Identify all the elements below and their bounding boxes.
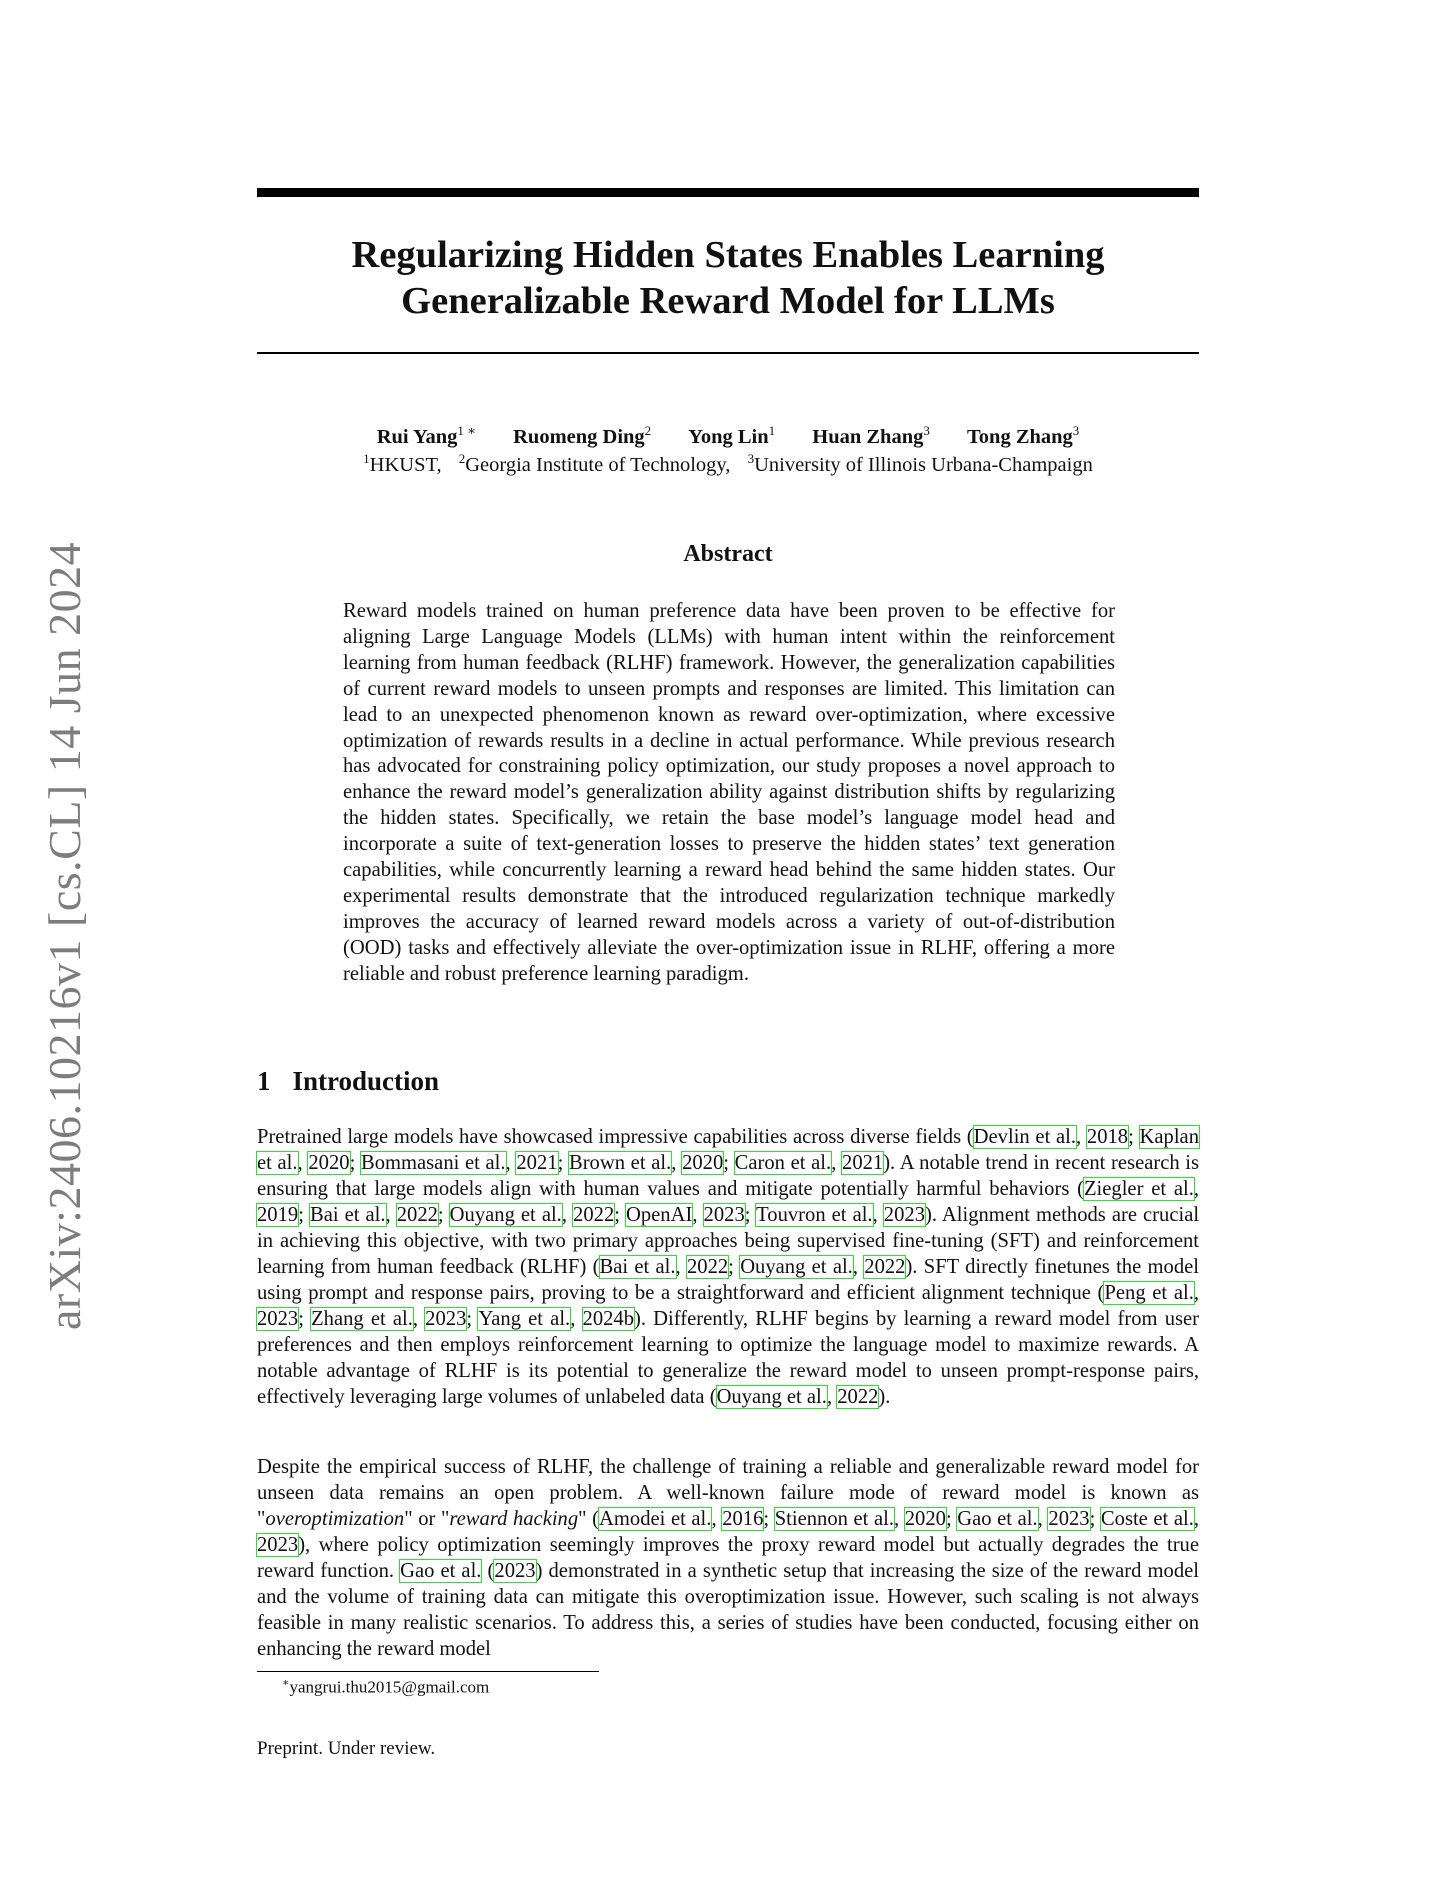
paragraph-text: , [561, 1204, 574, 1226]
citation-link[interactable]: Ziegler et al. [1083, 1178, 1194, 1200]
citation-link[interactable]: Caron et al. [734, 1152, 832, 1174]
citation-link[interactable]: 2022 [864, 1256, 906, 1278]
citation-link[interactable]: 2023 [257, 1308, 299, 1330]
paragraph-text: ; [728, 1256, 741, 1278]
paper-title [257, 232, 1199, 324]
paragraph-text: ( [481, 1560, 495, 1582]
paragraph-text: ; [744, 1204, 757, 1226]
paragraph-text: , [711, 1508, 723, 1530]
citation-link[interactable]: 2021 [842, 1152, 884, 1174]
paragraph-text: , [671, 1152, 683, 1174]
citation-link[interactable]: Peng et al. [1104, 1282, 1194, 1304]
title-line-1: Regularizing Hidden States Enables Learning [351, 234, 1105, 276]
citation-link[interactable]: 2023 [257, 1534, 299, 1556]
citation-link[interactable]: Gao et al. [957, 1508, 1038, 1530]
citation-link[interactable]: 2021 [516, 1152, 558, 1174]
paragraph-text: , [831, 1152, 843, 1174]
footnote [282, 1676, 489, 1698]
paragraph-text: Pretrained large models have showcased impressive capabilities across diverse fields ( [257, 1126, 974, 1148]
citation-link[interactable]: Devlin et al. [973, 1126, 1077, 1148]
paragraph-text: ; [349, 1152, 361, 1174]
citation-link[interactable]: 2019 [257, 1204, 299, 1226]
paragraph-text: , [692, 1204, 704, 1226]
paragraph-text: ; [723, 1152, 735, 1174]
citation-link[interactable]: Bai et al. [599, 1256, 676, 1278]
paragraph-text: , [894, 1508, 905, 1530]
affiliation: $^2$Georgia Institute of Technology, [458, 451, 731, 476]
citation-link[interactable]: 2023 [883, 1204, 925, 1226]
author-name: Rui Yang$^{1 ∗}$ [376, 423, 476, 448]
citation-link[interactable]: 2018 [1086, 1126, 1129, 1148]
paragraph-text: ; [466, 1308, 479, 1330]
citation-link[interactable]: Yang et al. [478, 1308, 571, 1330]
intro-paragraph-1 [257, 1124, 1199, 1410]
arxiv-side-stamp: arXiv:2406.10216v1 [cs.CL] 14 Jun 2024 [39, 541, 90, 1330]
citation-link[interactable]: Ouyang et al. [740, 1256, 853, 1278]
paragraph-text: , [1076, 1126, 1087, 1148]
citation-link[interactable]: 2020 [682, 1152, 724, 1174]
citation-link[interactable]: 2022 [686, 1256, 729, 1278]
paragraph-text: , [297, 1152, 309, 1174]
citation-link[interactable]: Coste et al. [1100, 1508, 1194, 1530]
title-line-2: Generalizable Reward Model for LLMs [401, 280, 1055, 322]
citation-link[interactable]: 2020 [308, 1152, 350, 1174]
emphasis-text: reward hacking [449, 1508, 579, 1530]
paragraph-text: ; [437, 1204, 450, 1226]
paragraph-text: ; [1089, 1508, 1101, 1530]
paragraph-text: , [505, 1152, 517, 1174]
paragraph-text: , [1193, 1282, 1199, 1304]
citation-link[interactable]: 2022 [396, 1204, 438, 1226]
footnote-email: yangrui.thu2015@gmail.com [289, 1677, 490, 1697]
section-number: 1 [257, 1066, 271, 1096]
footnote-mark: ∗ [282, 1677, 290, 1689]
paragraph-text: , [412, 1308, 426, 1330]
citation-link[interactable]: 2023 [494, 1560, 536, 1582]
citation-link[interactable]: Ouyang et al. [449, 1204, 562, 1226]
title-bottom-rule [257, 352, 1199, 354]
citation-link[interactable]: Kaplan et al. [257, 1126, 1199, 1174]
paragraph-text: , [826, 1386, 838, 1408]
citation-link[interactable]: Amodei et al. [599, 1508, 712, 1530]
affiliation: $^1$HKUST, [363, 451, 442, 476]
citation-link[interactable]: Zhang et al. [311, 1308, 413, 1330]
citation-link[interactable]: Bommasani et al. [360, 1152, 506, 1174]
emphasis-text: overoptimization [265, 1508, 405, 1530]
citation-link[interactable]: 2024b [582, 1308, 634, 1330]
paragraph-text: " or " [404, 1508, 450, 1530]
intro-paragraph-2 [257, 1454, 1199, 1662]
citation-link[interactable]: Stiennon et al. [774, 1508, 894, 1530]
paragraph-text: ; [763, 1508, 775, 1530]
citation-link[interactable]: Bai et al. [309, 1204, 386, 1226]
paragraph-text: , [675, 1256, 687, 1278]
citation-link[interactable]: 2020 [904, 1508, 946, 1530]
footnote-rule [257, 1671, 599, 1672]
paragraph-text: ). Alignment methods are crucial in achieving this objective, with two primary approaches being supervised fine-tuning (SFT) and reinforcement learning from human feedback (RLHF) ( [257, 1204, 1200, 1278]
paragraph-text: , [1037, 1508, 1049, 1530]
affiliation-list [257, 446, 1199, 478]
paragraph-text: ; [298, 1308, 312, 1330]
paragraph-text: ). A notable trend in recent research is ensuring that large models align with human values and mitigate potentially harmful behaviors ( [257, 1152, 1200, 1200]
citation-link[interactable]: 2023 [703, 1204, 745, 1226]
paragraph-text: Despite the empirical success of RLHF, the challenge of training a reliable and generalizable reward model for unseen data remains an open problem. A well-known failure mode of reward model is known as " [257, 1456, 1199, 1530]
citation-link[interactable]: 2022 [573, 1204, 615, 1226]
paragraph-text: , [570, 1308, 583, 1330]
paragraph-text: ; [614, 1204, 626, 1226]
paragraph-text: ; [945, 1508, 958, 1530]
paragraph-text: , [385, 1204, 397, 1226]
paragraph-text: ; [557, 1152, 569, 1174]
paragraph-text: ). SFT directly finetunes the model using prompt and response pairs, proving to be a straightforward and efficient alignment technique ( [257, 1256, 1200, 1304]
paragraph-text: ). [878, 1386, 891, 1408]
author-name: Tong Zhang$^3$ [967, 423, 1080, 448]
paragraph-text: ) demonstrated in a synthetic setup that increasing the size of the reward model and the volume of training data can mitigate this overoptimization issue. However, such scaling is not always feasible in many realistic scenarios. To address this, a series of studies have been conducted, focusing either on enhancing the reward model [257, 1560, 1199, 1660]
title-top-rule [257, 188, 1199, 197]
citation-link[interactable]: Ouyang et al. [716, 1386, 827, 1408]
citation-link[interactable]: Touvron et al. [756, 1204, 873, 1226]
paragraph-text: ; [298, 1204, 310, 1226]
paragraph-text: , [872, 1204, 884, 1226]
citation-link[interactable]: OpenAI [626, 1204, 693, 1226]
paragraph-text: " ( [578, 1508, 600, 1530]
paragraph-text: , [1193, 1178, 1199, 1200]
author-name: Yong Lin$^1$ [688, 423, 776, 448]
author-name: Ruomeng Ding$^2$ [513, 423, 652, 448]
paragraph-text: , [852, 1256, 865, 1278]
author-name: Huan Zhang$^3$ [812, 423, 930, 448]
paragraph-text: ). Differently, RLHF begins by learning a reward model from user preferences and then employs reinforcement learning to optimize the language model to maximize rewards. A notable advantage of RLHF is its potential to generalize the reward model to unseen prompt-response pairs, effectively leveraging large volumes of unlabeled data ( [257, 1308, 1200, 1408]
paragraph-text: , [1193, 1508, 1200, 1530]
citation-link[interactable]: 2023 [425, 1308, 467, 1330]
section-heading [257, 1066, 439, 1097]
citation-link[interactable]: Brown et al. [568, 1152, 672, 1174]
abstract-heading: Abstract [683, 541, 773, 567]
section-title: Introduction [292, 1066, 440, 1096]
citation-link[interactable]: 2022 [837, 1386, 879, 1408]
affiliation: $^3$University of Illinois Urbana-Champaign [747, 451, 1093, 476]
abstract-text: Reward models trained on human preference data have been proven to be effective for aligning Large Language Models (LLMs) with human intent within the reinforcement learning from human feedback (RLHF) framework. However, the generalization capabilities of current reward models to unseen prompts and responses are limited. This limitation can lead to an unexpected phenomenon known as reward over-optimization, where excessive optimization of rewards results in a decline in actual performance. While previous research has advocated for constraining policy optimization, our study proposes a novel approach to enhance the reward model’s generalization ability against distribution shifts by regularizing the hidden states. Specifically, we retain the base model’s language model head and incorporate a suite of text-generation losses to preserve the hidden states’ text generation capabilities, while concurrently learning a reward head behind the same hidden states. Our experimental results demonstrate that the introduced regularization technique markedly improves the accuracy of learned reward models across a variety of out-of-distribution (OOD) tasks and effectively alleviate the over-optimization issue in RLHF, offering a more reliable and robust preference learning paradigm. [343, 600, 1115, 985]
citation-link[interactable]: 2023 [1048, 1508, 1090, 1530]
paragraph-text: ), where policy optimization seemingly improves the proxy reward model but actually degrades the true reward function. [257, 1534, 1199, 1582]
citation-link[interactable]: 2016 [722, 1508, 764, 1530]
citation-link[interactable]: Gao et al. [400, 1560, 482, 1582]
preprint-note: Preprint. Under review. [257, 1738, 436, 1759]
paragraph-text: ; [1128, 1126, 1140, 1148]
